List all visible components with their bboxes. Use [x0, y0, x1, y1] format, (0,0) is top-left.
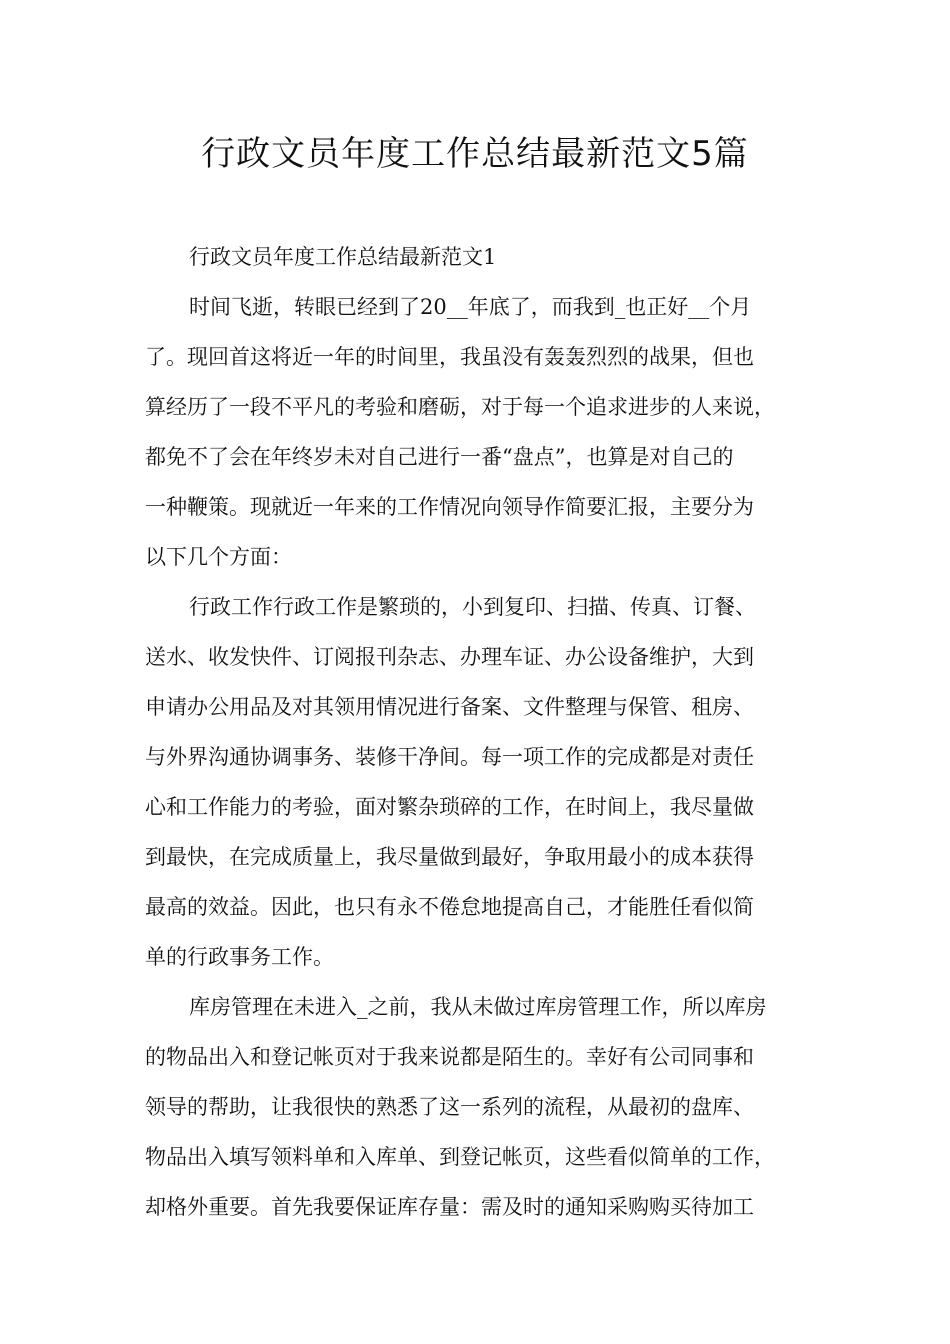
paragraph-line: 心和工作能力的考验，面对繁杂琐碎的工作，在时间上，我尽量做: [145, 795, 754, 819]
paragraph-line: 一种鞭策。现就近一年来的工作情况向领导作简要汇报，主要分为: [145, 495, 754, 519]
paragraph-3: [145, 982, 835, 1232]
document-body: [145, 232, 835, 1232]
paragraph-line: 的物品出入和登记帐页对于我来说都是陌生的。幸好有公司同事和: [145, 1045, 754, 1069]
paragraph-line: 却格外重要。首先我要保证库存量：需及时的通知采购购买待加工: [145, 1195, 754, 1219]
paragraph-line: 申请办公用品及对其领用情况进行备案、文件整理与保管、租房、: [145, 695, 754, 719]
paragraph-line: 行政工作行政工作是繁琐的，小到复印、扫描、传真、订餐、: [189, 595, 756, 619]
paragraph-line: 单的行政事务工作。: [145, 945, 334, 969]
paragraph-line: 了。现回首这将近一年的时间里，我虽没有轰轰烈烈的战果，但也: [145, 345, 754, 369]
paragraph-line: 都免不了会在年终岁未对自己进行一番“盘点”，也算是对自己的: [145, 445, 734, 469]
paragraph-2: [145, 582, 835, 982]
paragraph-line: 与外界沟通协调事务、装修干净间。每一项工作的完成都是对责任: [145, 745, 754, 769]
paragraph-1: [145, 282, 835, 582]
paragraph-line: 时间飞逝，转眼已经到了20__年底了，而我到_也正好__个月: [189, 295, 752, 319]
paragraph-line: 算经历了一段不平凡的考验和磨砺，对于每一个追求进步的人来说，: [145, 395, 775, 419]
paragraph-line: 库房管理在未进入_之前，我从未做过库房管理工作，所以库房: [189, 995, 767, 1019]
paragraph-line: 领导的帮助，让我很快的熟悉了这一系列的流程，从最初的盘库、: [145, 1095, 754, 1119]
paragraph-line: 最高的效益。因此，也只有永不倦怠地提高自己，才能胜任看似简: [145, 895, 754, 919]
paragraph-line: 以下几个方面：: [145, 545, 292, 569]
section-heading: 行政文员年度工作总结最新范文1: [189, 245, 497, 269]
paragraph-line: 送水、收发快件、订阅报刊杂志、办理车证、办公设备维护，大到: [145, 645, 754, 669]
document-title: 行政文员年度工作总结最新范文5篇: [201, 134, 749, 174]
paragraph-line: 到最快，在完成质量上，我尽量做到最好，争取用最小的成本获得: [145, 845, 754, 869]
paragraph-line: 物品出入填写领料单和入库单、到登记帐页，这些看似简单的工作，: [145, 1145, 775, 1169]
